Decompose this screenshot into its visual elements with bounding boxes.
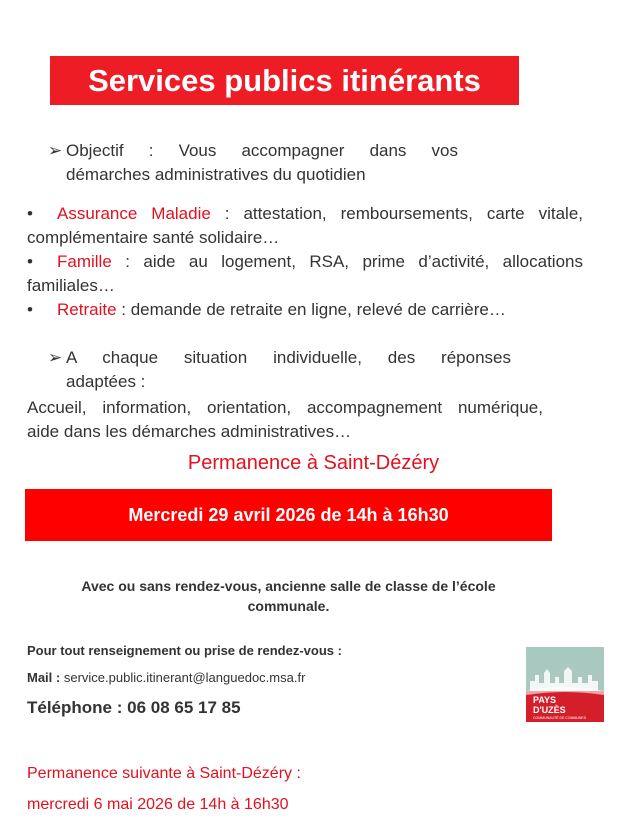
objective-text-2: démarches administratives du quotidien: [66, 165, 366, 184]
permanence-date: Mercredi 29 avril 2026 de 14h à 16h30: [25, 489, 552, 541]
service-desc-cont: familiales…: [27, 276, 115, 295]
arrow-icon: ➢: [48, 141, 63, 160]
service-name: Retraite: [57, 300, 117, 319]
service-list: [27, 202, 583, 322]
mail-label: Mail :: [27, 670, 61, 685]
next-permanence-date: mercredi 6 mai 2026 de 14h à 16h30: [27, 796, 289, 813]
list-item: [27, 202, 583, 250]
responses-text: A chaque situation individuelle, des réponses: [66, 348, 511, 367]
objective-label: Objectif :: [66, 141, 154, 160]
contact-phone: [27, 698, 241, 718]
permanence-title: Permanence à Saint-Dézéry: [187, 452, 440, 474]
contact-mail: [27, 670, 305, 685]
bullet-icon: •: [27, 252, 33, 271]
responses-detail: [27, 396, 543, 444]
responses-detail-1: Accueil, information, orientation, accompagnement numérique,: [27, 398, 543, 417]
location-line-2: communale.: [247, 598, 330, 614]
logo-graphic: [526, 647, 604, 722]
objective-line: [48, 141, 458, 165]
bullet-icon: •: [27, 300, 33, 319]
location-line-1: Avec ou sans rendez-vous, ancienne salle de classe de l’école: [81, 578, 496, 594]
page-title: Services publics itinérants: [50, 56, 519, 105]
mail-link[interactable]: service.public.itinerant@languedoc.msa.fr: [63, 670, 306, 685]
arrow-icon: ➢: [48, 348, 63, 367]
service-name: Assurance Maladie: [57, 204, 211, 223]
service-desc: : demande de retraite en ligne, relevé de carrière…: [116, 300, 506, 319]
service-desc: : attestation, remboursements, carte vitale,: [210, 204, 584, 223]
logo-line-1: PAYS: [533, 695, 557, 705]
contact-intro: Pour tout renseignement ou prise de rendez-vous :: [27, 643, 342, 658]
list-item: [27, 298, 583, 322]
service-desc-cont: complémentaire santé solidaire…: [27, 228, 280, 247]
service-name: Famille: [57, 252, 112, 271]
service-desc: : aide au logement, RSA, prime d’activité, allocations: [111, 252, 583, 271]
responses-text-2: adaptées :: [66, 372, 146, 391]
responses-detail-2: aide dans les démarches administratives…: [27, 422, 352, 441]
list-item: [27, 250, 583, 298]
logo-subtitle: COMMUNAUTÉ DE COMMUNES: [533, 716, 587, 720]
objective-text: Vous accompagner dans vos: [178, 141, 458, 160]
phone-number: 06 08 65 17 85: [127, 698, 241, 717]
phone-label: Téléphone :: [27, 698, 123, 717]
location-text: [50, 576, 527, 616]
responses-line: [48, 348, 511, 372]
next-permanence-title: Permanence suivante à Saint-Dézéry :: [27, 765, 301, 782]
logo-line-2: D'UZÈS: [533, 705, 566, 715]
pays-uzes-logo: [526, 647, 604, 722]
bullet-icon: •: [27, 204, 33, 223]
